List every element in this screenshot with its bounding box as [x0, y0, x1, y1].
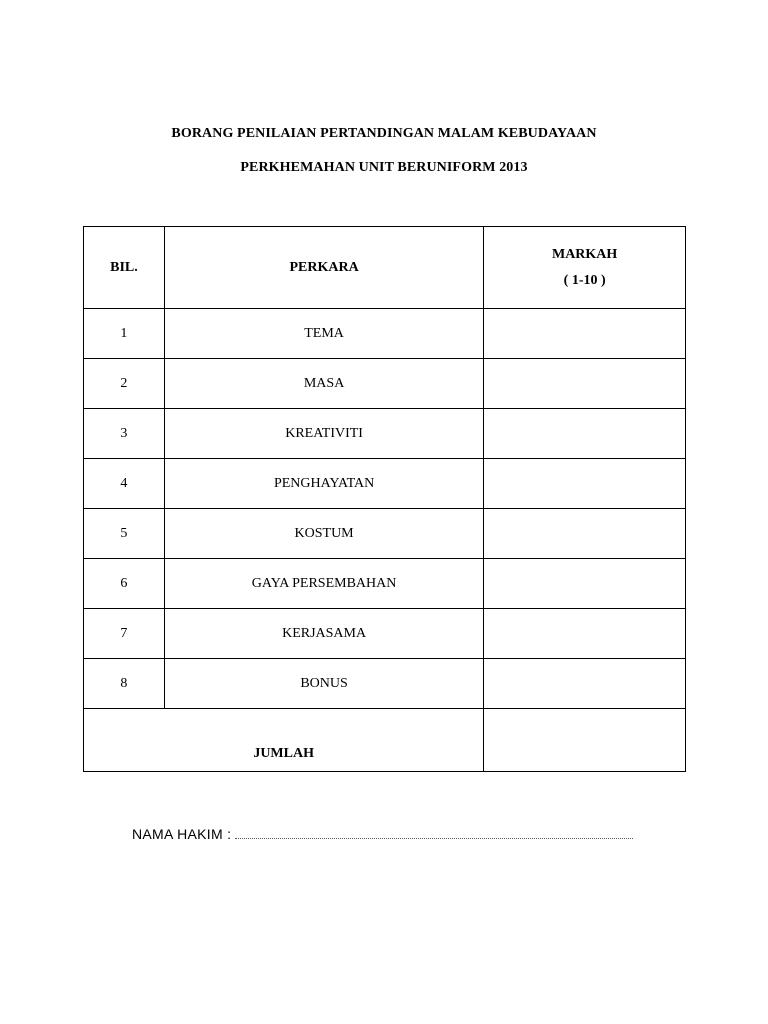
row-markah-field[interactable]: [484, 459, 686, 509]
row-bil: 6: [84, 559, 165, 609]
row-perkara: KERJASAMA: [164, 609, 483, 659]
row-perkara: MASA: [164, 359, 483, 409]
header-markah-label: MARKAH: [551, 246, 618, 262]
table-row: [84, 609, 686, 659]
row-bil: 8: [84, 659, 165, 709]
row-markah-field[interactable]: [484, 409, 686, 459]
row-markah-field[interactable]: [484, 359, 686, 409]
row-markah-field[interactable]: [484, 609, 686, 659]
form-subtitle: PERKHEMAHAN UNIT BERUNIFORM 2013: [240, 160, 528, 175]
row-perkara: KOSTUM: [164, 509, 483, 559]
row-markah-field[interactable]: [484, 659, 686, 709]
header-markah-range: ( 1-10 ): [563, 272, 606, 288]
row-perkara: BONUS: [164, 659, 483, 709]
judge-name-line: [132, 826, 633, 842]
row-markah-field[interactable]: [484, 309, 686, 359]
row-perkara: KREATIVITI: [164, 409, 483, 459]
total-label: JUMLAH: [84, 709, 484, 772]
row-bil: 7: [84, 609, 165, 659]
row-bil: 2: [84, 359, 165, 409]
row-perkara: TEMA: [164, 309, 483, 359]
row-perkara: PENGHAYATAN: [164, 459, 483, 509]
row-perkara: GAYA PERSEMBAHAN: [164, 559, 483, 609]
header-bil: BIL.: [84, 227, 165, 309]
table-row: [84, 409, 686, 459]
total-markah-field[interactable]: [484, 709, 686, 772]
row-bil: 3: [84, 409, 165, 459]
table-row: [84, 659, 686, 709]
judge-name-label: NAMA HAKIM :: [132, 826, 232, 842]
table-row: [84, 359, 686, 409]
scoring-table: [83, 226, 686, 772]
form-title: BORANG PENILAIAN PERTANDINGAN MALAM KEBUDAYAAN: [171, 126, 597, 141]
judge-name-field[interactable]: [235, 828, 633, 839]
row-markah-field[interactable]: [484, 509, 686, 559]
table-row: [84, 309, 686, 359]
table-row: [84, 559, 686, 609]
table-row: [84, 509, 686, 559]
header-markah: [484, 227, 686, 309]
header-perkara: PERKARA: [164, 227, 483, 309]
row-bil: 1: [84, 309, 165, 359]
table-total-row: [84, 709, 686, 772]
table-header-row: [84, 227, 686, 309]
row-bil: 5: [84, 509, 165, 559]
row-bil: 4: [84, 459, 165, 509]
table-row: [84, 459, 686, 509]
row-markah-field[interactable]: [484, 559, 686, 609]
